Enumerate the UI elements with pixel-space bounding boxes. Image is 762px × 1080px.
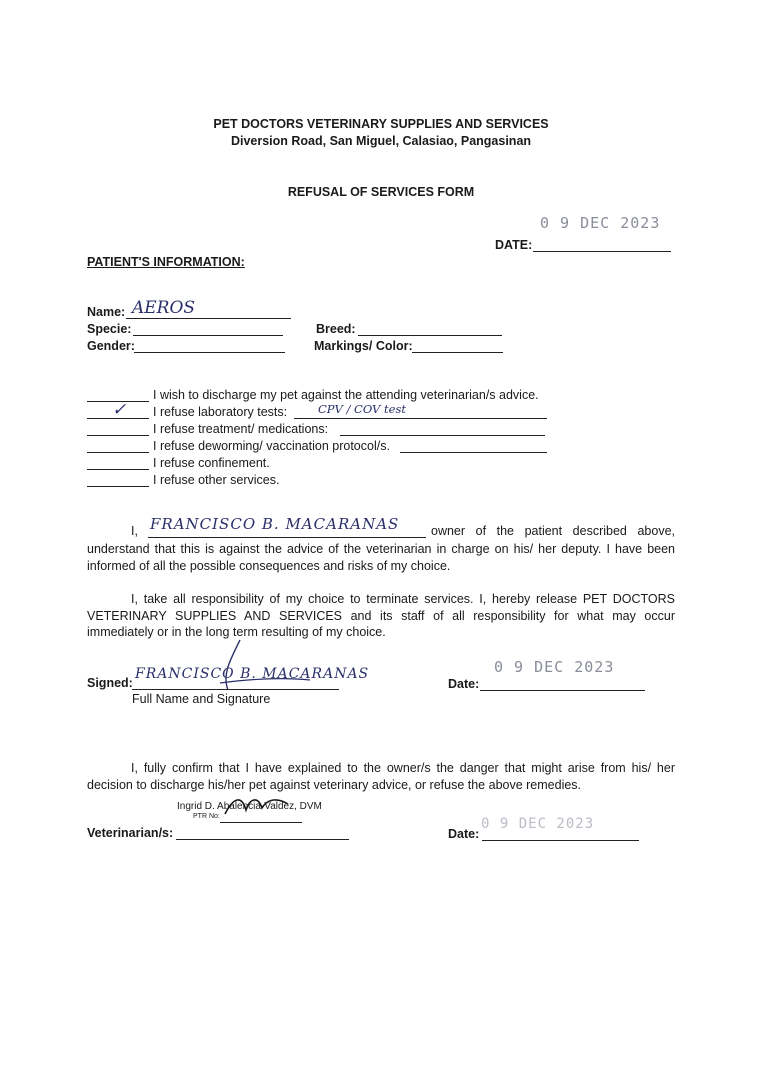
signed-line [132,689,339,690]
signed-caption: Full Name and Signature [132,692,271,706]
veterinarian-label: Veterinarian/s: [87,826,174,840]
option-text: I wish to discharge my pet against the attending veterinarian/s advice. [153,388,539,402]
statement2: I, take all responsibility of my choice to terminate services. I, hereby release PET DOCTORS VETERINARY SUPPLIES AND SERVICES and its staff of all responsibility for what may occur immediately or in the long term resulting of my choice. [87,592,675,639]
owner-date-label: Date: [448,677,480,691]
form-title: REFUSAL OF SERVICES FORM [287,185,475,199]
statement1-body: understand that this is against the advice of the veterinarian in charge on his/ her deputy. I have been informed of all the possible consequences and risks of my choice. [87,542,675,573]
breed-line [358,335,502,336]
company-address: Diversion Road, San Miguel, Calasiao, Pangasinan [230,134,532,148]
markings-line [412,352,503,353]
statement1-prefix: I, [131,524,138,538]
date-label: DATE: [495,238,533,252]
gender-line [134,352,285,353]
option-text: I refuse laboratory tests: [153,405,288,419]
option-detail-line [400,452,547,453]
owner-date-stamp: 0 9 DEC 2023 [494,658,615,676]
owner-date-line [480,690,645,691]
option-detail: CPV / COV test [318,402,406,416]
signed-label: Signed: [87,676,133,690]
specie-label: Specie: [87,322,132,336]
name-label: Name: [87,305,126,319]
company-name: PET DOCTORS VETERINARY SUPPLIES AND SERVICES [213,117,549,131]
name-value: AEROS [132,298,196,318]
owner-name-handwritten: FRANCISCO B. MACARANAS [150,515,400,533]
owner-name-line [148,537,426,538]
specie-line [133,335,283,336]
date-stamp: 0 9 DEC 2023 [540,214,661,232]
option-detail-line [294,418,547,419]
option-blank [87,469,149,470]
option-blank [87,435,149,436]
vet-date-label: Date: [448,827,480,841]
option-blank [87,486,149,487]
statement3: I, fully confirm that I have explained to the owner/s the danger that might arise from his/ her decision to discharge his/her pet against veterinary advice, or refuse the above remedies. [87,761,675,792]
option-text: I refuse other services. [153,473,280,487]
markings-label: Markings/ Color: [314,339,413,353]
name-line [126,318,291,319]
veterinarian-line [176,839,349,840]
breed-label: Breed: [316,322,356,336]
option-text: I refuse confinement. [153,456,270,470]
option-text: I refuse treatment/ medications: [153,422,329,436]
option-detail-line [340,435,545,436]
date-line [533,251,671,252]
vet-date-line [482,840,639,841]
ptr-line [220,822,302,823]
owner-signature-scribble [200,635,320,695]
patient-section-title: PATIENT'S INFORMATION: [87,255,245,269]
option-text: I refuse deworming/ vaccination protocol/s. [153,439,390,453]
gender-label: Gender: [87,339,135,353]
owner-signature: FRANCISCO B. MACARANAS [135,666,370,682]
vet-date-stamp: 0 9 DEC 2023 [481,816,595,832]
option-blank [87,452,149,453]
statement1-suffix: owner of the patient described above, [431,524,675,538]
ptr-label: PTR No: [193,813,220,820]
vet-name: Ingrid D. Abalencia-Valdez, DVM [177,801,322,812]
option-check: ✓ [112,400,127,420]
